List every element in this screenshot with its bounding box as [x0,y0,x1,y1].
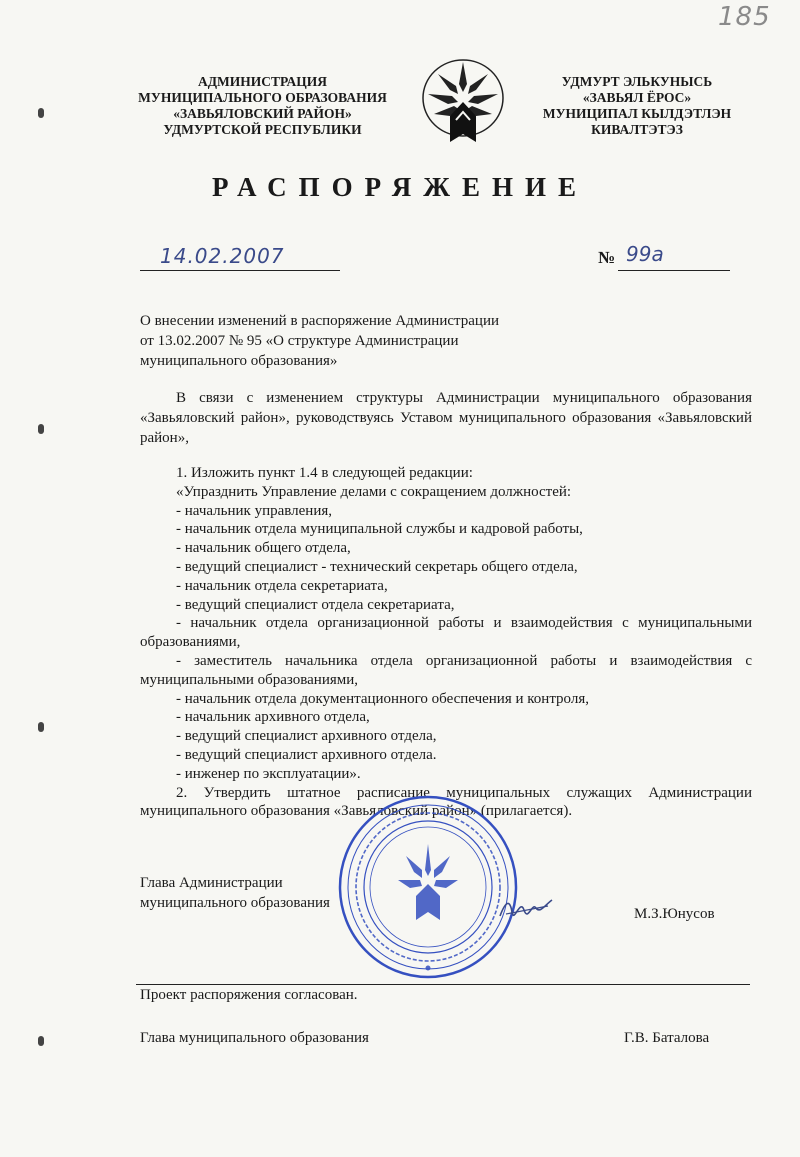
header-right-line: УДМУРТ ЭЛЬКУНЫСЬ [561,74,713,89]
list-item: - ведущий специалист - технический секретарь общего отдела, [176,558,578,575]
subject [140,311,560,371]
list-item: - начальник общего отдела, [176,540,351,557]
order-items [140,464,752,821]
punch-mark [38,424,44,434]
list-item: «Упразднить Управление делами с сокращением должностей: [176,483,572,500]
document-date: 14.02.2007 [160,244,285,268]
signatory-name: М.З.Юнусов [634,906,715,922]
list-item: 2. Утвердить штатное расписание муниципальных служащих Администрации муниципального образования «Завьяловский район» (прилагается). [140,784,752,820]
approver-title: Глава муниципального образования [140,1030,369,1046]
official-seal-icon [336,792,520,982]
header-left-line: «ЗАВЬЯЛОВСКИЙ РАЙОН» [173,106,352,121]
header-right-line: КИВАЛТЭТЭЗ [591,122,683,137]
list-item: - начальник отдела организационной работы и взаимодействия с муниципальными образованиями, [140,615,752,651]
list-item: - заместитель начальника отдела организационной работы и взаимодействия с муниципальными образованиями, [140,652,752,688]
header-right [512,74,762,138]
header-left-line: АДМИНИСТРАЦИЯ [197,74,328,89]
approver-name: Г.В. Баталова [624,1030,710,1046]
subject-line: муниципального образования» [140,353,338,369]
punch-mark [38,108,44,118]
punch-mark [38,722,44,732]
header-left-line: МУНИЦИПАЛЬНОГО ОБРАЗОВАНИЯ [138,90,387,105]
coat-of-arms-icon [420,56,506,148]
header-right-line: «ЗАВЬЯЛ ЁРОС» [582,90,692,105]
list-item: - инженер по эксплуатации». [176,765,361,782]
signature-icon [496,892,556,922]
list-item: - ведущий специалист архивного отдела, [176,728,437,745]
divider [136,984,750,985]
page-number: 185 [718,2,771,32]
list-item: - начальник отдела муниципальной службы и кадровой работы, [176,521,583,538]
list-item: 1. Изложить пункт 1.4 в следующей редакции: [176,465,473,481]
subject-line: от 13.02.2007 № 95 «О структуре Администрации [140,333,459,349]
list-item: - начальник отдела секретариата, [176,577,388,594]
header-right-line: МУНИЦИПАЛ КЫЛДЭТЛЭН [542,106,732,121]
header-left [130,74,395,138]
number-label: № [598,248,616,267]
list-item: - начальник отдела документационного обеспечения и контроля, [176,690,589,707]
document-title: РАСПОРЯЖЕНИЕ [211,172,589,202]
signatory-title [140,873,330,913]
list-item: - ведущий специалист отдела секретариата, [176,596,455,613]
document-number: 99а [626,242,664,266]
approval-note: Проект распоряжения согласован. [140,987,358,1003]
list-item: - ведущий специалист архивного отдела. [176,746,437,763]
subject-line: О внесении изменений в распоряжение Администрации [140,313,499,329]
signatory-title-line: Глава Администрации [140,875,283,891]
preamble: В связи с изменением структуры Администрации муниципального образования «Завьяловский район», руководствуясь Уставом муниципального образования «Завьяловский район», [140,390,752,446]
signatory-title-line: муниципального образования [140,895,330,911]
header-left-line: УДМУРТСКОЙ РЕСПУБЛИКИ [163,122,362,137]
list-item: - начальник управления, [176,502,332,519]
list-item: - начальник архивного отдела, [176,709,370,726]
punch-mark [38,1036,44,1046]
